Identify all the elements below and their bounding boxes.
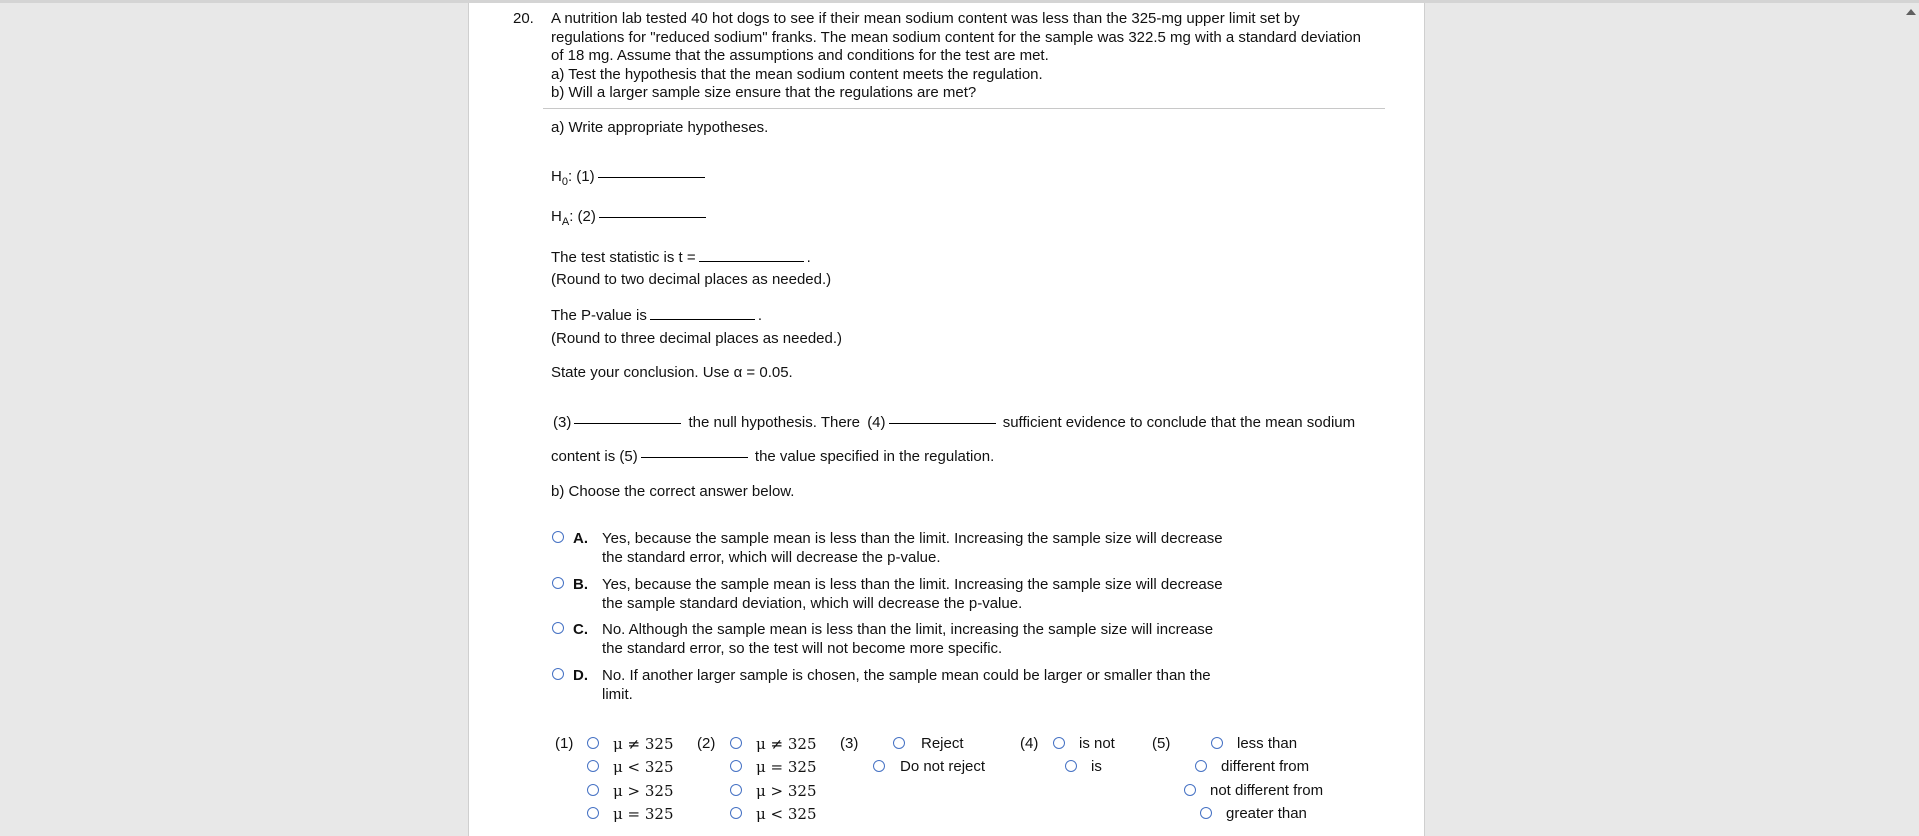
h0-number: : (1) (567, 168, 595, 185)
radio-button[interactable] (587, 784, 599, 796)
choice-line: No. Although the sample mean is less than the limit, increasing the sample size will increase (602, 621, 1214, 638)
radio-button[interactable] (587, 807, 599, 819)
h0-label: H (551, 168, 562, 185)
radio-button[interactable] (1195, 760, 1207, 772)
test-stat-round-note: (Round to two decimal places as needed.) (551, 271, 832, 288)
period: . (757, 307, 763, 324)
choice-letter: B. (573, 576, 588, 593)
blank-4[interactable] (889, 422, 996, 424)
ha-subscript: A (561, 216, 570, 228)
null-hypothesis-row (551, 168, 705, 187)
option-label: Do not reject (900, 758, 986, 775)
divider (543, 108, 1385, 109)
radio-button[interactable] (1211, 737, 1223, 749)
pvalue-round-note: (Round to three decimal places as needed.) (551, 330, 843, 347)
conclusion-line-2 (551, 448, 994, 466)
conclusion-text: content is (551, 448, 616, 465)
option-label: μ = 325 (756, 758, 817, 776)
stem-line: b) Will a larger sample size ensure that the regulations are met? (551, 84, 977, 102)
choice-text (602, 621, 1232, 658)
conclusion-text: the null hypothesis. There (688, 414, 861, 431)
radio-button[interactable] (730, 807, 742, 819)
radio-button[interactable] (587, 760, 599, 772)
blank-1[interactable] (598, 176, 705, 178)
radio-button[interactable] (1053, 737, 1065, 749)
question-page (468, 3, 1425, 836)
radio-button[interactable] (1065, 760, 1077, 772)
stem-line: regulations for "reduced sodium" franks. The mean sodium content for the sample was 322.5 mg with a standard deviation (551, 28, 1361, 46)
option-label: less than (1237, 735, 1298, 752)
h0-subscript: 0 (561, 176, 568, 188)
choice-text (602, 576, 1232, 613)
choice-letter: C. (573, 621, 588, 638)
radio-button[interactable] (552, 531, 564, 543)
blank-5-label: (5) (619, 448, 638, 465)
blank-5[interactable] (641, 456, 748, 458)
stem-line: A nutrition lab tested 40 hot dogs to see if their mean sodium content was less than the 325-mg upper limit set by (551, 10, 1300, 27)
choice-line: limit. (602, 685, 633, 703)
radio-button[interactable] (893, 737, 905, 749)
option-label: is not (1079, 735, 1115, 752)
ha-number: : (2) (569, 208, 596, 225)
option-label: greater than (1226, 805, 1307, 822)
option-label: μ ≠ 325 (613, 735, 674, 753)
test-stat-input[interactable] (699, 260, 804, 262)
option-label: not different from (1210, 782, 1324, 799)
choice-letter: D. (573, 667, 588, 684)
option-label: μ < 325 (756, 805, 817, 823)
blank-3-label: (3) (553, 414, 572, 431)
test-stat-label: The test statistic is t = (551, 249, 696, 266)
stem-line: a) Test the hypothesis that the mean sodium content meets the regulation. (551, 65, 1043, 83)
option-label: μ > 325 (613, 782, 674, 800)
choice-line: Yes, because the sample mean is less than the limit. Increasing the sample size will decrease (602, 530, 1223, 547)
scroll-up-arrow-icon[interactable] (1906, 9, 1916, 15)
choice-text (602, 667, 1232, 704)
conclusion-text: sufficient evidence to conclude that the mean sodium (1002, 414, 1356, 431)
part-a-heading: a) Write appropriate hypotheses. (551, 119, 769, 136)
pvalue-row (551, 307, 762, 325)
option-label: μ = 325 (613, 805, 674, 823)
ha-label: H (551, 208, 562, 225)
radio-button[interactable] (552, 577, 564, 589)
choice-line: the standard error, which will decrease the p-value. (602, 548, 941, 566)
stem-line: of 18 mg. Assume that the assumptions and conditions for the test are met. (551, 47, 1049, 65)
option-label: Reject (921, 735, 964, 752)
period: . (806, 249, 811, 266)
conclusion-prompt: State your conclusion. Use α = 0.05. (551, 364, 793, 381)
option-label: is (1091, 758, 1102, 775)
choice-line: Yes, because the sample mean is less than the limit. Increasing the sample size will decrease (602, 576, 1223, 593)
radio-button[interactable] (552, 668, 564, 680)
question-stem (551, 10, 1381, 103)
vertical-scrollbar[interactable] (1902, 3, 1919, 836)
conclusion-text: the value specified in the regulation. (754, 448, 995, 465)
question-number: 20. (513, 10, 534, 27)
radio-button[interactable] (587, 737, 599, 749)
group-1-label: (1) (555, 735, 574, 752)
group-3-label: (3) (840, 735, 859, 752)
radio-button[interactable] (873, 760, 885, 772)
choice-text (602, 530, 1232, 567)
choice-line: the standard error, so the test will not become more specific. (602, 639, 1003, 657)
pvalue-input[interactable] (650, 318, 755, 320)
option-label: μ < 325 (613, 758, 674, 776)
radio-button[interactable] (552, 622, 564, 634)
radio-button[interactable] (1200, 807, 1212, 819)
option-label: μ > 325 (756, 782, 817, 800)
blank-4-label: (4) (867, 414, 886, 431)
group-5-label: (5) (1152, 735, 1171, 752)
choice-line: the sample standard deviation, which will decrease the p-value. (602, 594, 1023, 612)
conclusion-line-1 (553, 414, 1355, 432)
radio-button[interactable] (730, 760, 742, 772)
option-label: μ ≠ 325 (756, 735, 817, 753)
choice-line: No. If another larger sample is chosen, the sample mean could be larger or smaller than the (602, 667, 1211, 684)
radio-button[interactable] (730, 737, 742, 749)
test-statistic-row (551, 249, 811, 267)
radio-button[interactable] (730, 784, 742, 796)
option-label: different from (1221, 758, 1310, 775)
radio-button[interactable] (1184, 784, 1196, 796)
alt-hypothesis-row (551, 208, 706, 227)
pvalue-label: The P-value is (551, 307, 647, 324)
blank-3[interactable] (574, 422, 681, 424)
part-b-heading: b) Choose the correct answer below. (551, 483, 795, 500)
group-2-label: (2) (697, 735, 716, 752)
choice-letter: A. (573, 530, 588, 547)
group-4-label: (4) (1020, 735, 1039, 752)
blank-2[interactable] (599, 216, 706, 218)
